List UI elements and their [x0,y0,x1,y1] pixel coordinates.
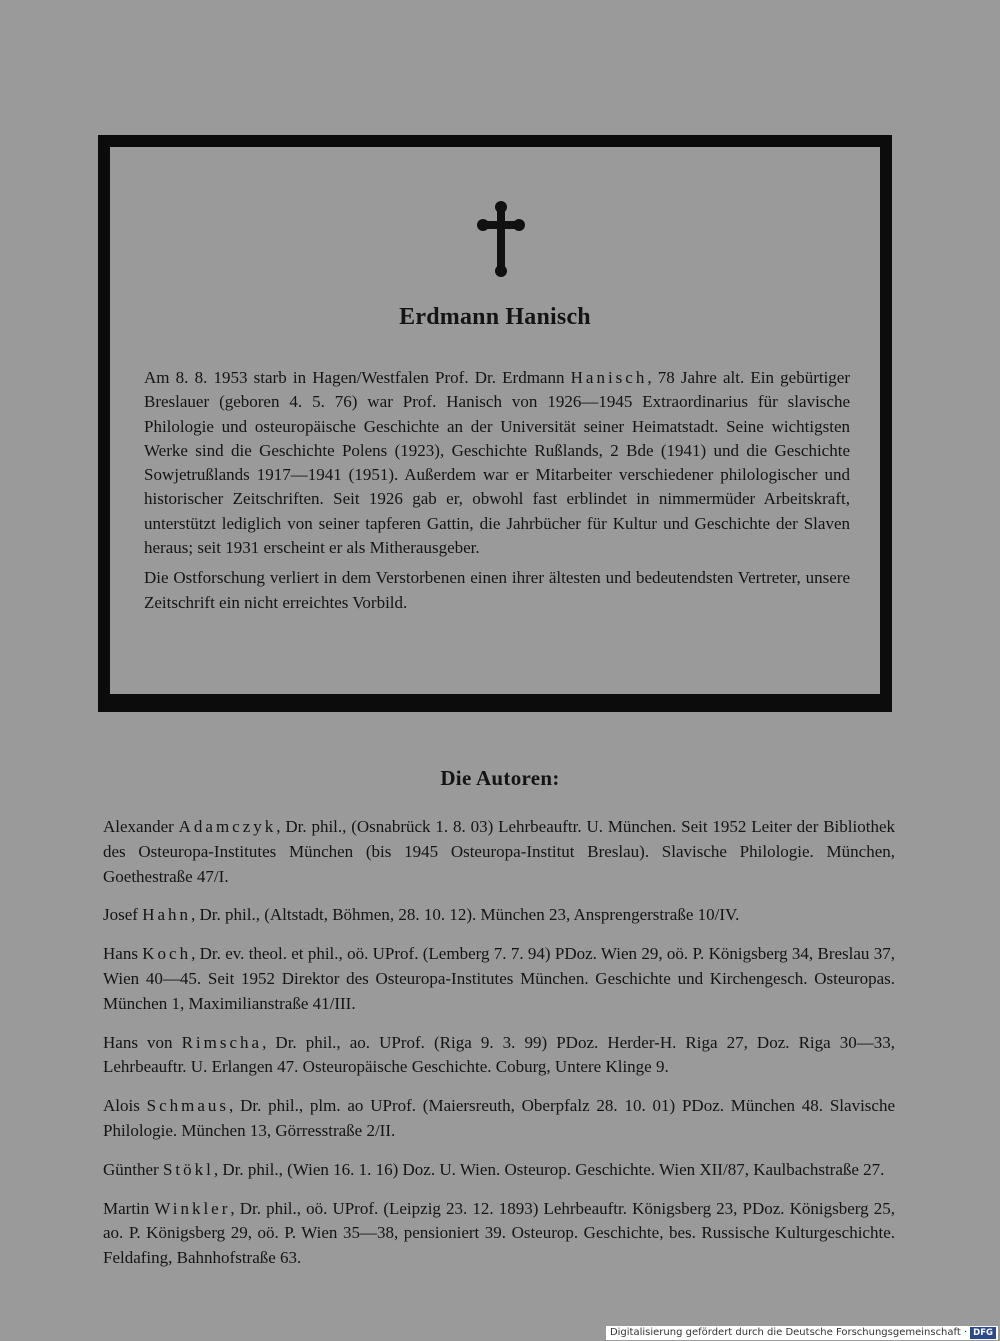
obituary-name: Erdmann Hanisch [399,304,591,330]
author-surname: Adamczyk [178,817,277,836]
author-surname: Schmaus [146,1096,230,1116]
author-entry: Josef Hahn, Dr. phil., (Altstadt, Böhmen, 28. 10. 12). München 23, Ansprengerstraße 10/IV. [103,905,740,925]
spaced-surname: Hanisch [570,368,648,387]
author-entry: Alois Schmaus, Dr. phil., plm. ao UProf. (Maiersreuth, Oberpfalz 28. 10. 01) PDoz. München 48. Slavische Philologie. München 13, Görresstraße 2/II. [103,1096,895,1140]
author-surname: Winkler [154,1198,231,1218]
author-entry: Hans von Rimscha, Dr. phil., ao. UProf. (Riga 9. 3. 99) PDoz. Herder-H. Riga 27, Doz. Riga 30—33, Lehrbeauftr. U. Erlangen 47. Osteuropäische Geschichte. Coburg, Untere Klinge 9. [103,1032,895,1077]
footer-text: Digitalisierung gefördert durch die Deutsche Forschungsgemeinschaft · [609,1327,968,1338]
obituary-paragraph: Am 8. 8. 1953 starb in Hagen/Westfalen Prof. Dr. Erdmann Hanisch, 78 Jahre alt. Ein gebürtiger Breslauer (geboren 4. 5. 76) war Prof. Hanisch von 1926—1945 Extraordinarius für slavische Philologie und osteuropäische Geschichte an der Universität seiner Heimatstadt. Seine wichtigsten Werke sind die Geschichte Polens (1923), Geschichte Rußlands, 2 Bde (1941) und die Geschichte Sowjetrußlands 1917—1941 (1951). Außerdem war er Mitarbeiter verschiedener philologischer und historischer Zeitschriften. Seit 1926 gab er, obwohl fast erblindet in nimmermüder Arbeitskraft, unterstützt lediglich von seiner tapferen Gattin, die Jahrbücher für Kultur und Geschichte der Slaven heraus; seit 1931 erscheint er als Mitherausgeber. [144,368,851,558]
cross-icon [477,200,525,278]
author-surname: Rimscha [181,1032,263,1052]
dfg-logo: DFG [970,1327,996,1339]
author-surname: Hahn [142,905,192,925]
obituary-text [144,366,850,621]
obituary-paragraph: Die Ostforschung verliert in dem Verstorbenen einen ihrer ältesten und bedeutendsten Vertreter, unsere Zeitschrift ein nicht erreichtes Vorbild. [144,568,850,612]
author-entry: Hans Koch, Dr. ev. theol. et phil., oö. UProf. (Lemberg 7. 7. 94) PDoz. Wien 29, oö. P. Königsberg 34, Breslau 37, Wien 40—45. Seit 1952 Direktor des Osteuropa-Institutes München. Geschichte und Kirchengesch. Osteuropas. München 1, Maximilianstraße 41/III. [103,944,895,1013]
authors-heading: Die Autoren: [440,766,560,790]
author-entry: Alexander Adamczyk, Dr. phil., (Osnabrück 1. 8. 03) Lehrbeauftr. U. München. Seit 1952 Leiter der Bibliothek des Osteuropa-Institutes München (bis 1945 Osteuropa-Institut Breslau). Slavische Philologie. München, Goethestraße 47/I. [103,817,895,886]
author-surname: Stökl [162,1159,214,1179]
authors-list [103,815,895,1285]
author-surname: Koch [142,944,192,964]
obituary-box [98,135,892,712]
author-entry: Martin Winkler, Dr. phil., oö. UProf. (Leipzig 23. 12. 1893) Lehrbeauftr. Königsberg 23, PDoz. Königsberg 25, ao. P. Königsberg 29, oö. P. Wien 35—38, pensioniert 39. Osteurop. Geschichte, bes. Russische Kulturgeschichte. Feldafing, Bahnhofstraße 63. [103,1198,895,1268]
author-entry: Günther Stökl, Dr. phil., (Wien 16. 1. 16) Doz. U. Wien. Osteurop. Geschichte. Wien XII/87, Kaulbachstraße 27. [103,1159,885,1179]
digitization-footer [606,1326,998,1340]
